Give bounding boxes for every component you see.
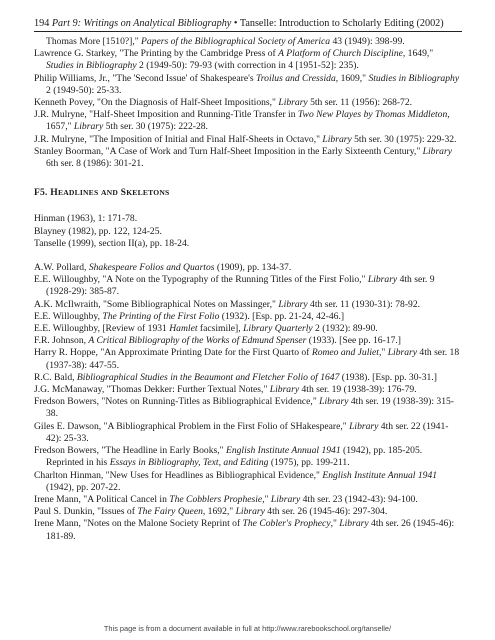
header-separator: • (233, 18, 238, 29)
part-title: Part 9: Writings on Analytical Bibliography (51, 18, 232, 29)
bib-entry-hoppe: Harry R. Hoppe, "An Approximate Printing Date for the First Quarto of Romeo and Juliet," Library 4th ser. 18 (1937-38): 447-55. (34, 347, 460, 371)
bib-entry-mcmanaway: J.G. McManaway, "Thomas Dekker: Further Textual Notes," Library 4th ser. 19 (1938-39): 176-79. (34, 384, 417, 396)
bib-entry-johnson: F.R. Johnson, A Critical Bibliography of the Works of Edmund Spenser (1933). [See pp. 16-17.] (34, 335, 401, 347)
bib-entry-hinman: Hinman (1963), 1: 171-78. (34, 213, 138, 225)
bib-entry-boorman: Stanley Boorman, "A Case of Work and Turn Half-Sheet Imposition in the Early Sixteenth Century," Library 6th ser. 8 (1986): 301-21. (34, 145, 452, 170)
group-gap (34, 250, 462, 262)
section-title: HEADLINES AND SKELETONS (50, 187, 170, 199)
bib-entry-mulryne2: J.R. Mulryne, "The Imposition of Initial and Final Half-Sheets in Octavo," Library 5th ser. 30 (1975): 229-32. (34, 133, 457, 145)
bib-entry-willoughby3: E.E. Willoughby, [Review of 1931 Hamlet facsimile], Library Quarterly 2 (1932): 89-90. (34, 323, 378, 335)
bib-entry-hinman2: Charlton Hinman, "New Uses for Headlines as Bibliographical Evidence," English Institute Annual 1941 (1942), pp. 207-22. (34, 469, 438, 493)
bib-entry-dunkin: Paul S. Dunkin, "Issues of The Fairy Queen, 1692," Library 4th ser. 26 (1945-46): 297-304. (34, 506, 388, 518)
bib-entry-mann1: Irene Mann, "A Political Cancel in The Cobblers Prophesie," Library 4th ser. 23 (1942-43): 94-100. (34, 493, 418, 505)
bib-entry-more: Thomas More [1510?]," Papers of the Bibliographical Society of America 43 (1949): 398-99. (46, 36, 405, 47)
page-footer: This page is from a document available in full at http://www.rarebookschool.org/tanselle/ (103, 624, 392, 633)
bib-entry-williams: Philip Williams, Jr., "The 'Second Issue' of Shakespeare's Troilus and Cressida, 1609," Studies in Bibliography 2 (1949-50): 25-33. (34, 72, 460, 96)
bib-entry-pollard: A.W. Pollard, Shakespeare Folios and Quartos (1909), pp. 134-37. (34, 262, 292, 274)
bib-entry-mcilwraith: A.K. McIlwraith, "Some Bibliographical Notes on Massinger," Library 4th ser. 11 (1930-31): 78-92. (34, 298, 421, 310)
bib-entry-bald: R.C. Bald, Bibliographical Studies in the Beaumont and Fletcher Folio of 1647 (1938). [Esp. pp. 30-31.] (34, 371, 437, 383)
bib-entry-mann2: Irene Mann, "Notes on the Malone Society Reprint of The Cobler's Prophecy," Library 4th ser. 26 (1945-46): 181-89. (34, 518, 455, 542)
bib-entry-dawson: Giles E. Dawson, "A Bibliographical Problem in the First Folio of SHakespeare," Library 4th ser. 22 (1941-42): 25-33. (34, 420, 449, 444)
top-bibliography-list (34, 36, 462, 170)
f5-bibliography-list (34, 262, 462, 543)
section-number: F5. (34, 187, 48, 199)
bib-entry-mulryne1: J.R. Mulryne, "Half-Sheet Imposition and Running-Title Transfer in Two New Playes by Thomas Middleton, 1657," Library 5th ser. 30 (1975): 222-28. (34, 109, 450, 133)
f5-reference-group (34, 213, 462, 250)
page-number: 194 (34, 18, 50, 29)
running-header (34, 17, 462, 32)
book-title: Tanselle: Introduction to Scholarly Editing (2002) (239, 18, 444, 29)
bib-entry-tanselle: Tanselle (1999), section II(a), pp. 18-24. (34, 237, 190, 249)
bib-entry-willoughby2: E.E. Willoughby, The Printing of the First Folio (1932). [Esp. pp. 21-24, 42-46.] (34, 310, 345, 322)
page-body (34, 36, 462, 543)
bib-entry-bowers2: Fredson Bowers, "The Headline in Early Books," English Institute Annual 1941 (1942), pp. 185-205. Reprinted in his Essays in Bibliography, Text, and Editing (1975), pp. 199-211. (34, 445, 423, 469)
bib-entry-blayney: Blayney (1982), pp. 122, 124-25. (34, 225, 162, 237)
bib-entry-bowers1: Fredson Bowers, "Notes on Running-Titles as Bibliographical Evidence," Library 4th ser. 19 (1938-39): 315-38. (34, 396, 454, 420)
bib-entry-povey: Kenneth Povey, "On the Diagnosis of Half-Sheet Impositions," Library 5th ser. 11 (1956): 268-72. (34, 97, 413, 109)
section-heading-f5 (34, 187, 462, 199)
bib-entry-starkey: Lawrence G. Starkey, "The Printing by the Cambridge Press of A Platform of Church Discipline, 1649," Studies in Bibliography 2 (1949-50): 79-93 (with correction in 4 [1951-52]: 235). (34, 48, 434, 72)
bib-entry-willoughby1: E.E. Willoughby, "A Note on the Typography of the Running Titles of the First Folio," Library 4th ser. 9 (1928-29): 385-87. (34, 274, 435, 298)
